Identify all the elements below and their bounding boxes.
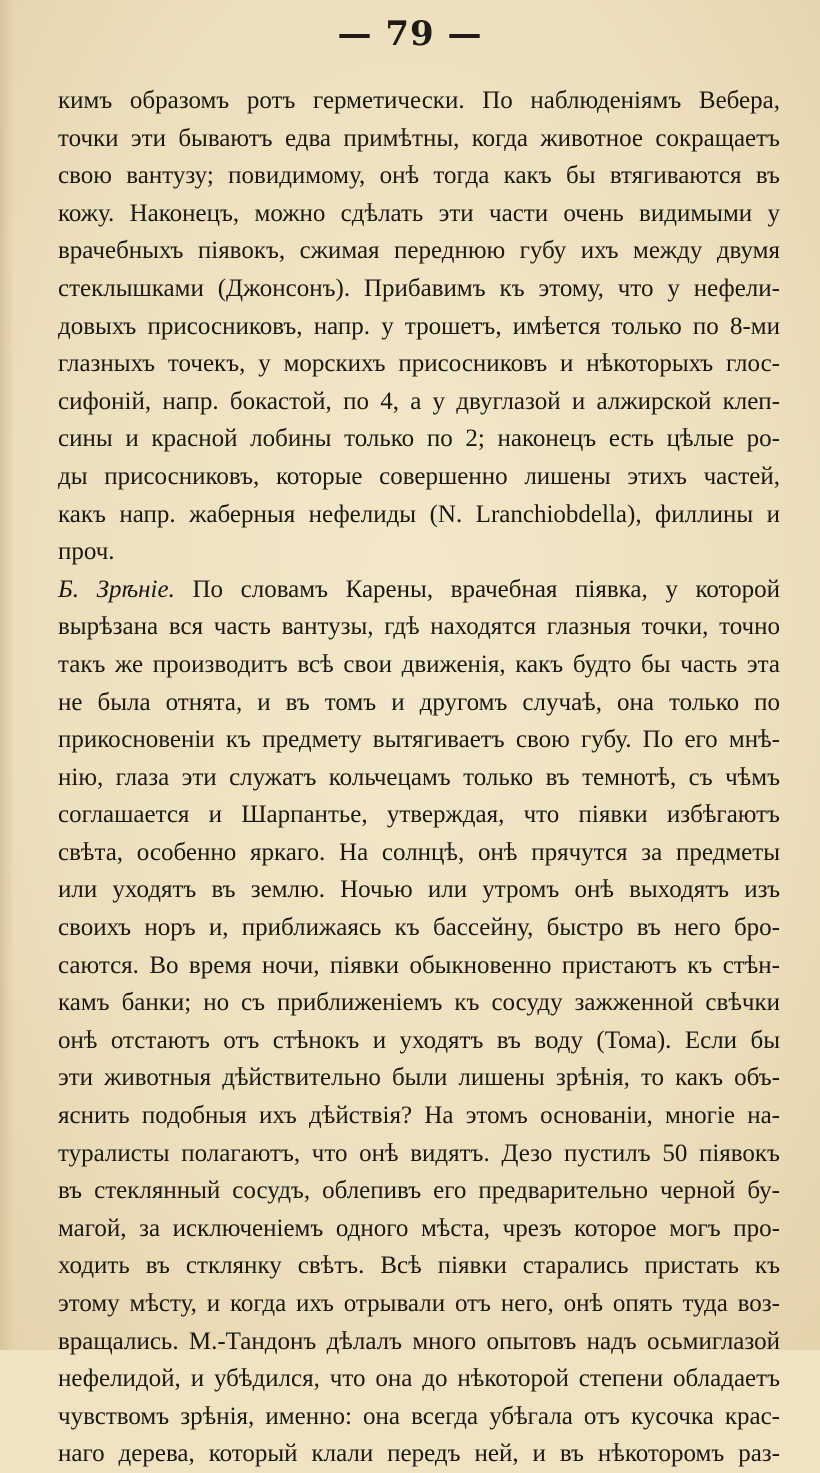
text-line: саются. Во время ночи, пiявки обыкновенно пристаютъ къ стѣн- [58,951,780,979]
section-heading: Б. Зрѣнiе. [58,575,175,603]
text-line: или уходятъ въ землю. Ночью или утромъ онѣ выходятъ изъ [58,876,780,904]
text-line: сины и красной лобины только по 2; наконецъ есть цѣлые ро- [58,425,780,453]
text-line: туралисты полагаютъ, что онѣ видятъ. Дезо пустилъ 50 пiявокъ [58,1139,780,1167]
text-line: глазныхъ точекъ, у морскихъ присосниковъ и нѣкоторыхъ глос- [58,350,780,378]
text-line: въ стеклянный сосудъ, облепивъ его предварительно черной бу- [58,1177,780,1205]
text-line: ды присосниковъ, которые совершенно лишены этихъ частей, [58,462,780,490]
text-line: нефелидой, и убѣдился, что она до нѣкоторой степени обладаетъ [58,1365,780,1393]
text-line: свѣта, особенно яркаго. На солнцѣ, онѣ прячутся за предметы [58,838,780,866]
text-line: вырѣзана вся часть вантузы, гдѣ находятся глазныя точки, точно [58,613,780,641]
page-edge-shadow [0,0,14,1350]
text-line: точки эти бываютъ едва примѣтны, когда животное сокращаетъ [58,124,780,152]
text-line: чувствомъ зрѣнiя, именно: она всегда убѣгала отъ кусочка крас- [58,1402,780,1430]
text-line: нiю, глаза эти служатъ кольчецамъ только въ темнотѣ, съ чѣмъ [58,763,780,791]
text-line: этому мѣсту, и когда ихъ отрывали отъ него, онѣ опять туда воз- [58,1290,780,1317]
section-first-line-text: По словамъ Карены, врачебная пiявка, у которой [174,575,781,603]
text-line: прикосновенiи къ предмету вытягиваетъ свою губу. По его мнѣ- [58,726,780,754]
body-text [58,82,780,1473]
text-line: онѣ отстаютъ отъ стѣнокъ и уходятъ въ воду (Тома). Если бы [58,1026,780,1054]
text-line: наго дерева, который клали передъ ней, и въ нѣкоторомъ раз- [58,1440,780,1468]
text-line: магой, за исключенiемъ одного мѣста, чрезъ которое могъ про- [58,1214,780,1242]
text-line: своихъ норъ и, приближаясь къ бассейну, быстро въ него бро- [58,914,780,942]
text-line: яснить подобныя ихъ дѣйствiя? На этомъ основанiи, многiе на- [58,1102,780,1130]
text-line: проч. [58,538,115,566]
section-first-line [58,571,780,609]
text-line: кимъ образомъ ротъ герметически. По наблюденiямъ Вебера, [58,87,780,114]
text-line: такъ же производитъ всѣ свои движенiя, какъ будто бы часть эта [58,650,780,678]
text-line: довыхъ присосниковъ, напр. у трошетъ, имѣется только по 8-ми [58,312,780,340]
page-number: — 79 — [337,14,483,54]
text-line: сифонiй, напр. бокастой, по 4, а у двуглазой и алжирской клеп- [58,387,780,415]
text-line: какъ напр. жаберныя нефелиды (N. Lranchiobdella), филлины и [58,500,780,528]
text-line: ходить въ стклянку свѣтъ. Всѣ пiявки старались пристать къ [58,1252,780,1280]
text-line: стеклышками (Джонсонъ). Прибавимъ къ этому, что у нефели- [58,274,780,302]
text-line: не была отнята, и въ томъ и другомъ случаѣ, она только по [58,688,780,716]
text-line: эти животныя дѣйствительно были лишены зрѣнiя, то какъ объ- [58,1064,780,1092]
text-line: врачебныхъ пiявокъ, сжимая переднюю губу ихъ между двумя [58,237,780,265]
text-line: кожу. Наконецъ, можно сдѣлать эти части очень видимыми у [58,199,780,227]
text-line: камъ банки; но съ приближенiемъ къ сосуду зажженной свѣчки [58,989,780,1017]
text-line: вращались. М.-Тандонъ дѣлалъ много опытовъ надъ осьмиглазой [58,1327,780,1355]
text-line: свою вантузу; повидимому, онѣ тогда какъ бы втягиваются въ [58,162,780,190]
text-line: соглашается и Шарпантье, утверждая, что пiявки избѣгаютъ [58,801,780,829]
